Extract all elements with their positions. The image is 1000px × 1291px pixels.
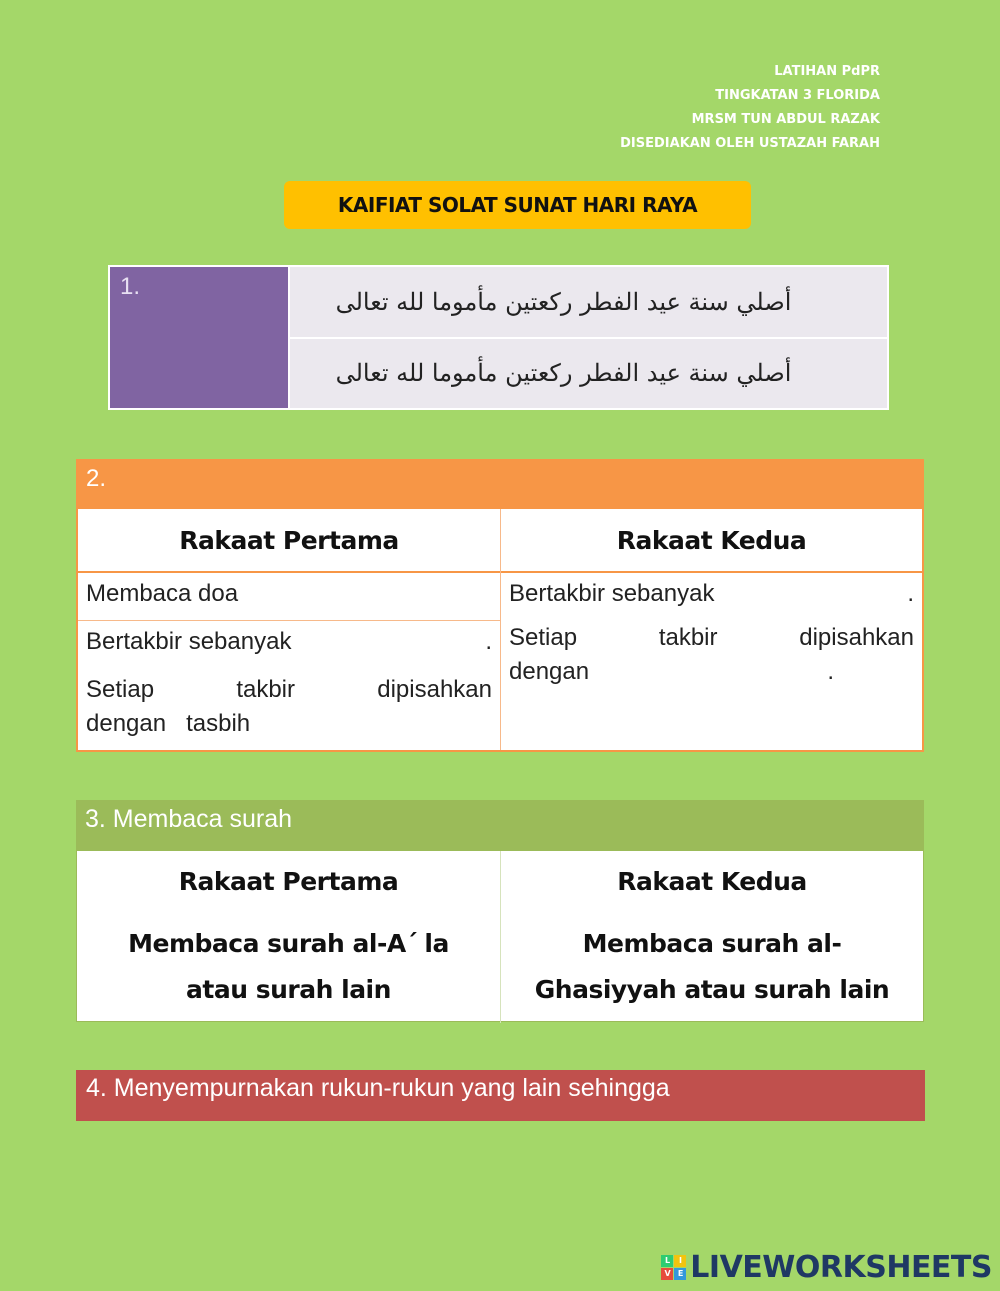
section-2-number: 2.	[78, 461, 922, 509]
section-2	[76, 459, 924, 752]
section-3-col-rakaat-kedua	[500, 851, 923, 1023]
cell-bertakbir-2	[501, 573, 922, 693]
dengan-tasbih: dengan tasbih	[86, 710, 251, 737]
section-3-col-rakaat-pertama	[77, 851, 500, 1023]
section-3-table	[77, 851, 923, 1023]
dengan-2: dengan	[509, 658, 590, 685]
word-dipisahkan-2: dipisahkan	[799, 624, 914, 651]
bertakbir-dot: .	[485, 628, 492, 655]
section-1	[108, 265, 889, 410]
section-4-label: 4. Menyempurnakan rukun-rukun yang lain sehingga	[76, 1070, 925, 1121]
word-setiap-2: Setiap	[509, 624, 578, 651]
logo-text: LIVEWORKSHEETS	[690, 1250, 992, 1285]
niat-row-2: أصلي سنة عيد الفطر ركعتين مأموما لله تعالى	[290, 339, 887, 409]
setiap-takbir-line-2	[509, 621, 914, 655]
setiap-takbir-line	[86, 673, 492, 707]
logo-icon-letter-v: V	[661, 1268, 673, 1280]
col-header-rakaat-kedua-3: Rakaat Kedua	[617, 866, 807, 896]
surah-rakaat-kedua: Membaca surah al-Ghasiyyah atau surah lain	[534, 929, 890, 1004]
section-3	[76, 800, 924, 1022]
niat-row-1: أصلي سنة عيد الفطر ركعتين مأموما لله تعالى	[290, 267, 887, 337]
header-line-1: LATIHAN PdPR	[774, 64, 880, 79]
section-2-col-rakaat-pertama	[78, 509, 500, 750]
section-3-label: 3. Membaca surah	[77, 801, 923, 851]
word-takbir: takbir	[236, 676, 295, 703]
col-header-rakaat-kedua: Rakaat Kedua	[501, 509, 922, 573]
header-info	[620, 60, 880, 156]
cell-membaca-doa	[78, 573, 500, 621]
header-line-2: TINGKATAN 3 FLORIDA	[715, 88, 880, 103]
col-header-rakaat-pertama-3: Rakaat Pertama	[178, 866, 399, 896]
dengan-2-dot: .	[827, 658, 834, 685]
page-title: KAIFIAT SOLAT SUNAT HARI RAYA	[284, 181, 751, 229]
section-1-rows	[290, 267, 887, 408]
word-dipisahkan: dipisahkan	[377, 676, 492, 703]
section-1-number: 1.	[110, 267, 288, 408]
liveworksheets-logo-icon	[661, 1255, 686, 1280]
col-header-rakaat-pertama: Rakaat Pertama	[78, 509, 500, 573]
section-2-col-rakaat-kedua	[500, 509, 922, 750]
bertakbir-text: Bertakbir sebanyak	[86, 628, 292, 655]
logo-icon-letter-e: E	[674, 1268, 686, 1280]
bertakbir-2-text: Bertakbir sebanyak	[509, 580, 715, 607]
bertakbir-2-dot: .	[907, 580, 914, 607]
word-takbir-2: takbir	[658, 624, 718, 651]
word-setiap: Setiap	[86, 676, 155, 703]
liveworksheets-logo	[661, 1250, 992, 1285]
header-line-4: DISEDIAKAN OLEH USTAZAH FARAH	[620, 136, 880, 151]
cell-bertakbir-1	[78, 621, 500, 745]
logo-icon-letter-i: I	[674, 1255, 686, 1267]
cell-membaca-doa-text: Membaca doa	[86, 580, 239, 607]
logo-icon-letter-l: L	[661, 1255, 673, 1267]
surah-rakaat-pertama: Membaca surah al-A΄ la atau surah lain	[128, 929, 449, 1004]
section-2-table	[78, 509, 922, 750]
header-line-3: MRSM TUN ABDUL RAZAK	[691, 112, 880, 127]
